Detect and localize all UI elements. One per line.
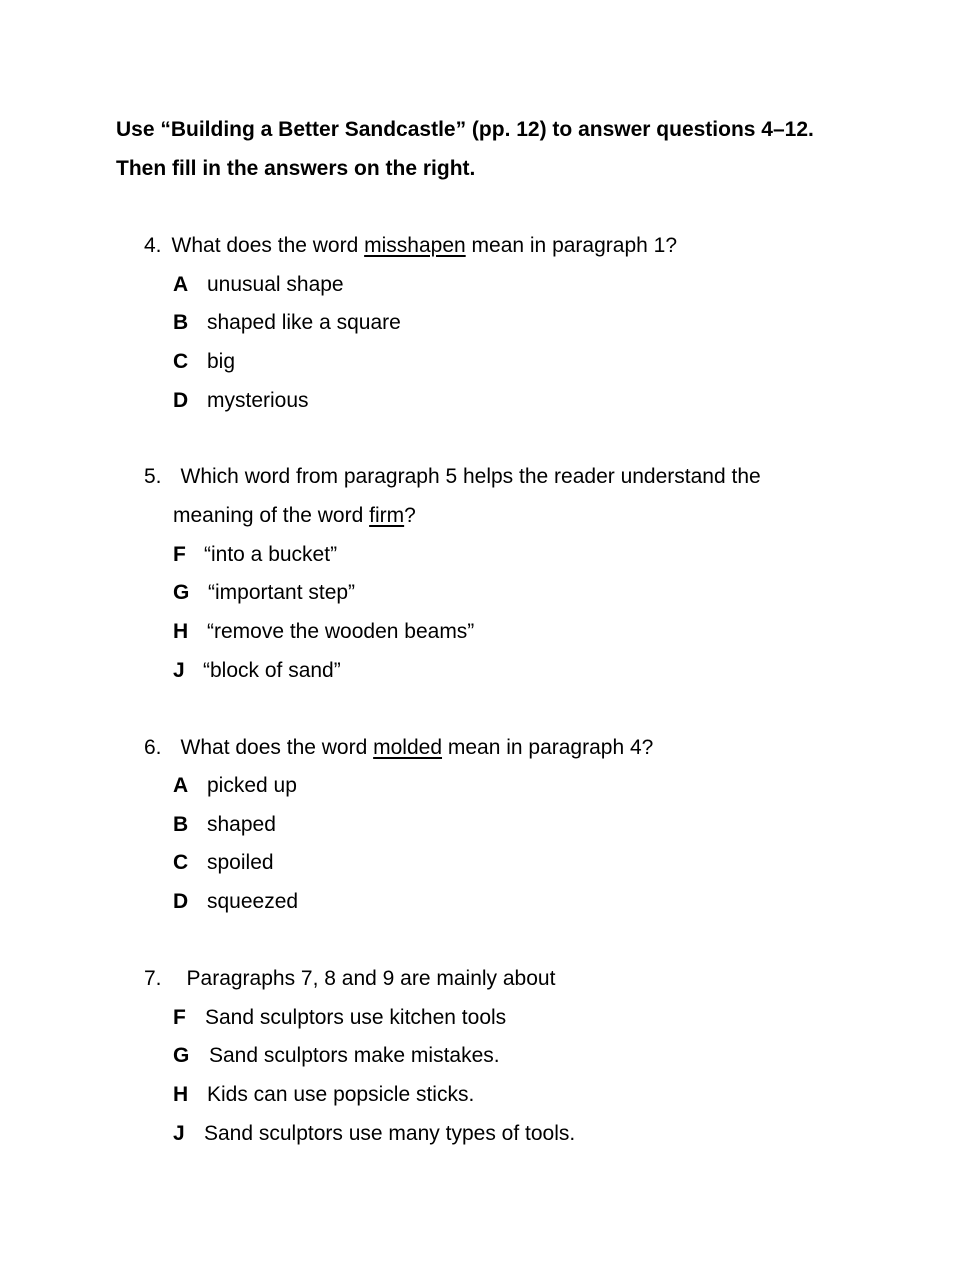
option-text: “important step” (208, 581, 356, 604)
answer-option[interactable] (173, 1045, 500, 1066)
option-text: mysterious (207, 389, 309, 412)
answer-option[interactable] (173, 274, 344, 295)
option-text: Sand sculptors use kitchen tools (205, 1006, 507, 1029)
option-letter: C (173, 851, 189, 874)
question-number: 5. (144, 465, 162, 488)
question-text: What does the word (180, 736, 374, 759)
question-text: Paragraphs 7, 8 and 9 are mainly about (186, 967, 556, 990)
option-text: squeezed (207, 890, 299, 913)
question-7-stem (144, 968, 555, 989)
instructions-line-2: Then fill in the answers on the right. (116, 157, 476, 180)
question-text: mean in paragraph 1? (465, 234, 677, 257)
question-number: 6. (144, 736, 162, 759)
question-5-stem-line-2 (173, 505, 416, 526)
answer-option[interactable] (173, 891, 298, 912)
option-letter: G (173, 581, 190, 604)
question-text: meaning of the word (173, 504, 370, 527)
question-number: 4. (144, 234, 162, 257)
question-5-stem-line-1 (144, 466, 761, 487)
option-letter: A (173, 774, 189, 797)
answer-option[interactable] (173, 582, 355, 603)
question-text: Which word from paragraph 5 helps the reader understand the (180, 465, 761, 488)
option-letter: J (173, 1122, 185, 1145)
option-letter: D (173, 890, 189, 913)
question-text: ? (404, 504, 416, 527)
answer-option[interactable] (173, 390, 309, 411)
option-letter: H (173, 1083, 189, 1106)
question-text: mean in paragraph 4? (442, 736, 654, 759)
vocab-word-underlined: molded (373, 736, 443, 759)
question-4-stem (144, 235, 677, 256)
answer-option[interactable] (173, 1007, 506, 1028)
option-text: shaped (207, 813, 276, 836)
answer-option[interactable] (173, 1084, 474, 1105)
answer-option[interactable] (173, 852, 274, 873)
option-text: Kids can use popsicle sticks. (207, 1083, 475, 1106)
option-letter: F (173, 1006, 186, 1029)
question-6-stem (144, 737, 653, 758)
option-letter: G (173, 1044, 190, 1067)
option-letter: B (173, 311, 189, 334)
option-text: big (207, 350, 236, 373)
option-text: spoiled (207, 851, 274, 874)
answer-option[interactable] (173, 351, 235, 372)
option-text: shaped like a square (207, 311, 401, 334)
option-text: “into a bucket” (204, 543, 338, 566)
question-text: What does the word (171, 234, 365, 257)
question-number: 7. (144, 967, 162, 990)
option-letter: C (173, 350, 189, 373)
option-text: Sand sculptors use many types of tools. (204, 1122, 576, 1145)
option-text: picked up (207, 774, 297, 797)
option-text: “remove the wooden beams” (207, 620, 475, 643)
option-letter: F (173, 543, 186, 566)
answer-option[interactable] (173, 621, 474, 642)
option-letter: D (173, 389, 189, 412)
option-text: Sand sculptors make mistakes. (209, 1044, 500, 1067)
option-letter: B (173, 813, 189, 836)
option-letter: H (173, 620, 189, 643)
answer-option[interactable] (173, 312, 401, 333)
vocab-word-underlined: misshapen (364, 234, 466, 257)
answer-option[interactable] (173, 1123, 575, 1144)
option-letter: A (173, 273, 189, 296)
answer-option[interactable] (173, 814, 276, 835)
option-letter: J (173, 659, 185, 682)
vocab-word-underlined: firm (369, 504, 405, 527)
option-text: unusual shape (207, 273, 344, 296)
answer-option[interactable] (173, 544, 337, 565)
answer-option[interactable] (173, 660, 341, 681)
answer-option[interactable] (173, 775, 297, 796)
instructions-line-1: Use “Building a Better Sandcastle” (pp. 12) to answer questions 4–12. (116, 118, 814, 141)
option-text: “block of sand” (203, 659, 341, 682)
